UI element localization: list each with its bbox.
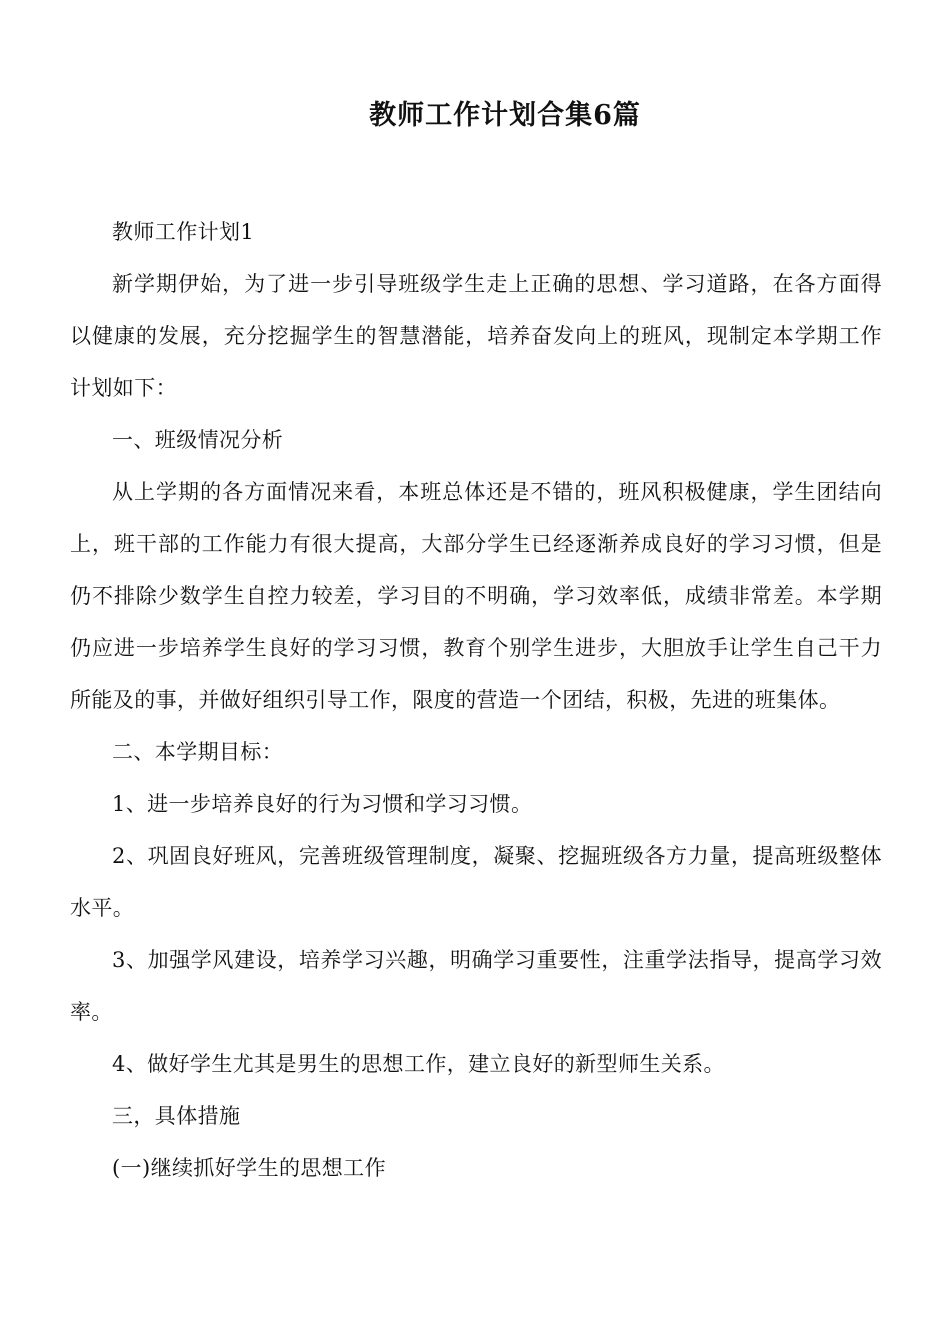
paragraph: 从上学期的各方面情况来看，本班总体还是不错的，班风积极健康，学生团结向上，班干部的工作能力有很大提高，大部分学生已经逐渐养成良好的学习习惯，但是仍不排除少数学生自控力较差，学习目的不明确，学习效率低，成绩非常差。本学期仍应进一步培养学生良好的学习习惯，教育个别学生进步，大胆放手让学生自己干力所能及的事，并做好组织引导工作，限度的营造一个团结，积极，先进的班集体。 [70, 480, 882, 712]
document-body [70, 206, 882, 1194]
paragraph: 新学期伊始，为了进一步引导班级学生走上正确的思想、学习道路，在各方面得以健康的发展，充分挖掘学生的智慧潜能，培养奋发向上的班风，现制定本学期工作计划如下： [70, 272, 882, 400]
paragraph: 一、班级情况分析 [112, 428, 284, 452]
paragraph: 二、本学期目标： [112, 740, 284, 764]
paragraph: 1、进一步培养良好的行为习惯和学习习惯。 [112, 792, 533, 816]
paragraph: 三，具体措施 [112, 1104, 241, 1128]
paragraph: 教师工作计划1 [112, 220, 255, 244]
paragraph: (一)继续抓好学生的思想工作 [112, 1156, 386, 1180]
paragraph: 3、加强学风建设，培养学习兴趣，明确学习重要性，注重学法指导，提高学习效率。 [70, 948, 882, 1024]
paragraph: 4、做好学生尤其是男生的思想工作，建立良好的新型师生关系。 [112, 1052, 725, 1076]
document-title: 教师工作计划合集6篇 [369, 100, 641, 131]
paragraph: 2、巩固良好班风，完善班级管理制度，凝聚、挖掘班级各方力量，提高班级整体水平。 [70, 844, 882, 920]
